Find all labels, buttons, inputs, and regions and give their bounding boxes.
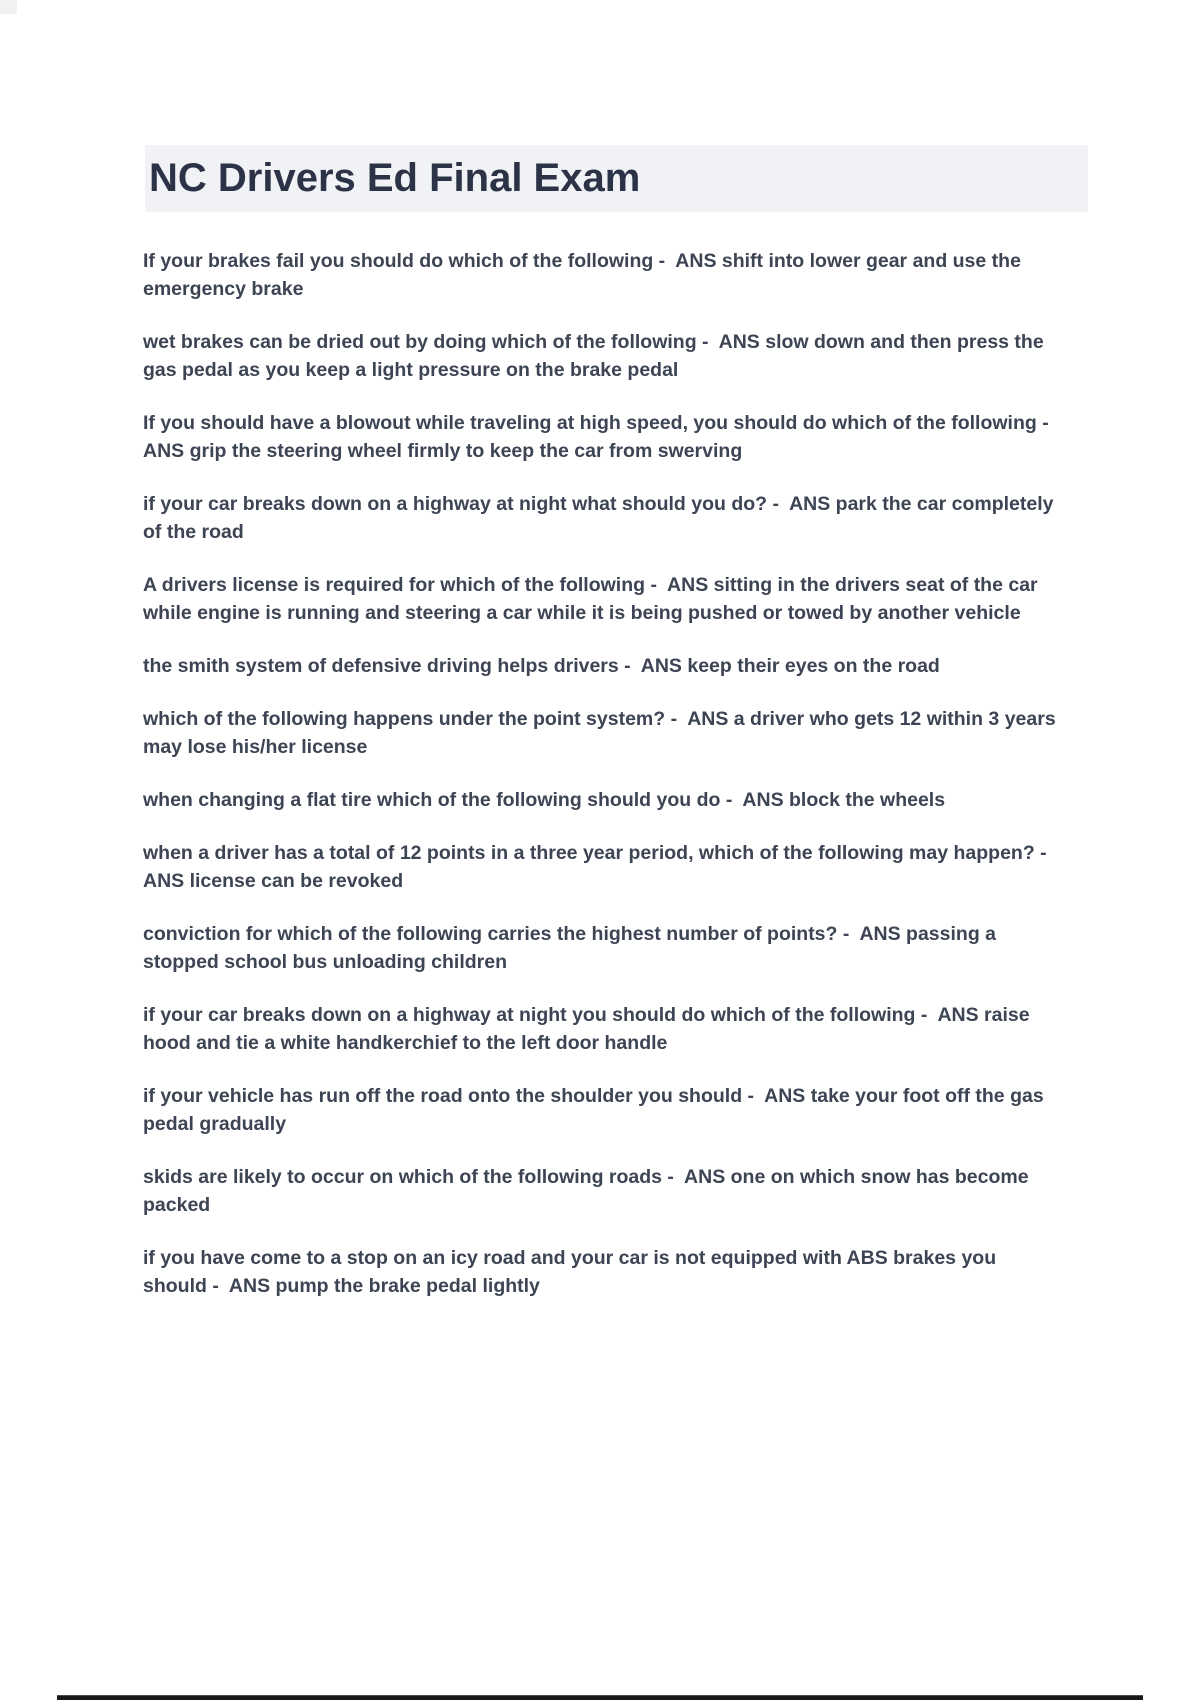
- page-title: NC Drivers Ed Final Exam: [149, 156, 641, 200]
- qa-item: if your car breaks down on a highway at night you should do which of the following - ANS raise hood and tie a white handkerchief to the left door handle: [143, 1004, 1036, 1054]
- qa-item: when changing a flat tire which of the following should you do - ANS block the wheels: [143, 789, 946, 811]
- qa-list: [143, 247, 1065, 1325]
- title-band: [145, 145, 1088, 212]
- qa-item: If you should have a blowout while traveling at high speed, you should do which of the following - ANS grip the steering wheel firmly to keep the car from swerving: [143, 412, 1059, 462]
- qa-item: the smith system of defensive driving helps drivers - ANS keep their eyes on the road: [143, 655, 940, 677]
- top-left-scan-artifact: [0, 0, 17, 14]
- qa-item: if you have come to a stop on an icy road and your car is not equipped with ABS brakes you should - ANS pump the brake pedal lightly: [143, 1247, 1002, 1297]
- qa-item: wet brakes can be dried out by doing which of the following - ANS slow down and then press the gas pedal as you keep a light pressure on the brake pedal: [143, 331, 1050, 381]
- qa-item: A drivers license is required for which of the following - ANS sitting in the drivers seat of the car while engine is running and steering a car while it is being pushed or towed by another vehicle: [143, 574, 1044, 624]
- qa-item: conviction for which of the following carries the highest number of points? - ANS passing a stopped school bus unloading children: [143, 923, 1002, 973]
- bottom-page-edge: [57, 1695, 1143, 1700]
- qa-item: if your vehicle has run off the road onto the shoulder you should - ANS take your foot off the gas pedal gradually: [143, 1085, 1050, 1135]
- qa-item: which of the following happens under the point system? - ANS a driver who gets 12 within 3 years may lose his/her license: [143, 708, 1062, 758]
- qa-item: skids are likely to occur on which of the following roads - ANS one on which snow has become packed: [143, 1166, 1035, 1216]
- qa-item: If your brakes fail you should do which of the following - ANS shift into lower gear and use the emergency brake: [143, 250, 1027, 300]
- qa-item: when a driver has a total of 12 points in a three year period, which of the following may happen? - ANS license can be revoked: [143, 842, 1057, 892]
- qa-item: if your car breaks down on a highway at night what should you do? - ANS park the car completely of the road: [143, 493, 1059, 543]
